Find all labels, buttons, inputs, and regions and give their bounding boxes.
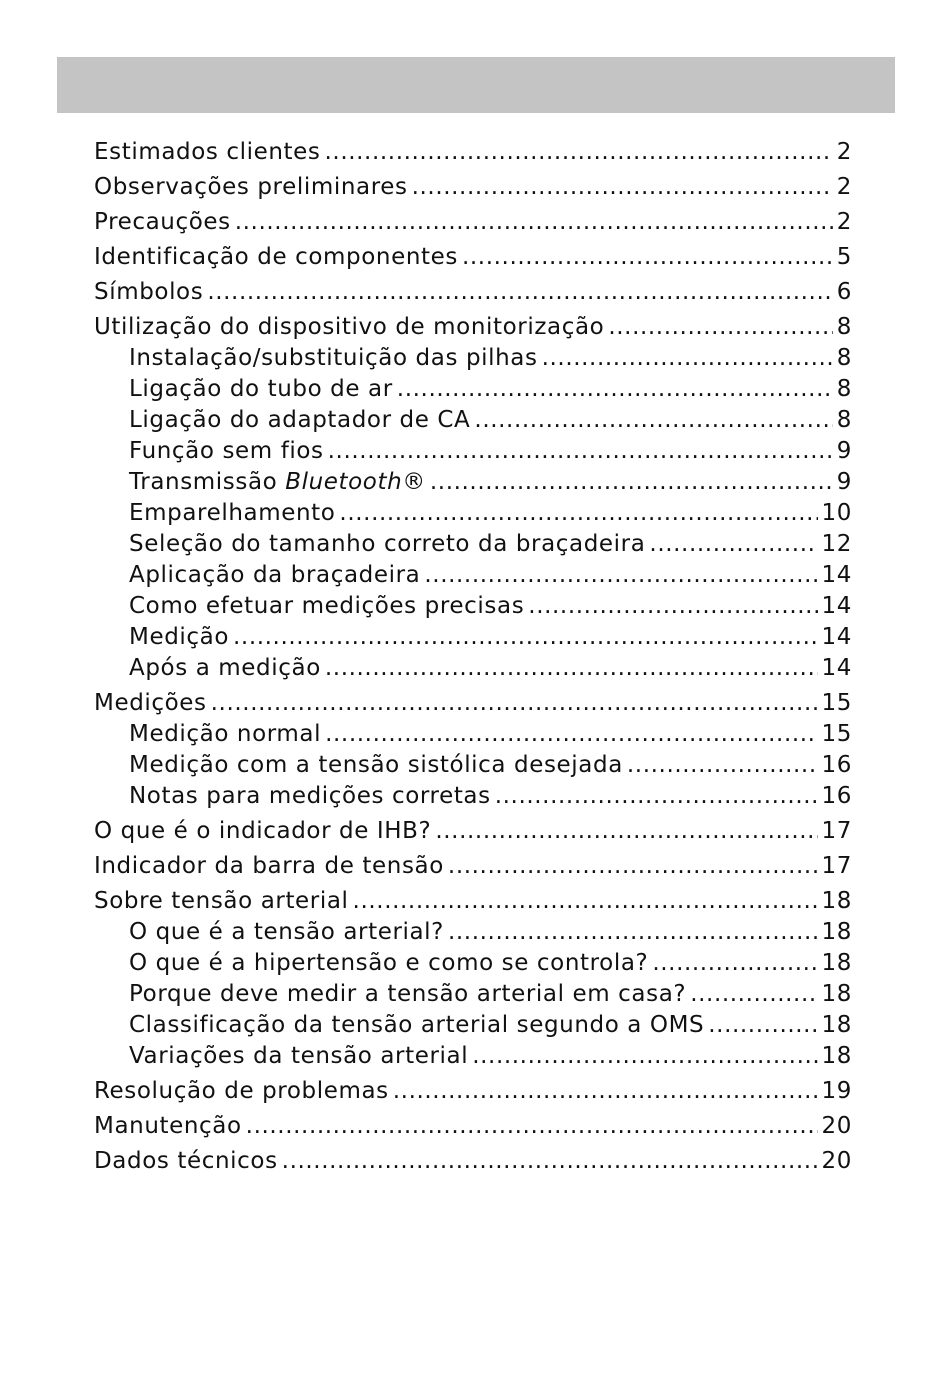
toc-entry-leader — [448, 917, 818, 948]
toc-entry-leader — [649, 529, 817, 560]
toc-entry[interactable] — [94, 343, 852, 374]
toc-entry[interactable] — [94, 242, 852, 273]
toc-entry-leader — [435, 816, 817, 847]
toc-entry-leader — [353, 886, 818, 917]
toc-entry-title — [129, 343, 538, 374]
toc-entry[interactable] — [94, 529, 852, 560]
toc-entry-page: 6 — [836, 279, 852, 305]
toc-entry-page: 8 — [836, 376, 852, 402]
toc-entry-title-text: Aplicação da braçadeira — [129, 562, 421, 588]
toc-entry-title — [94, 312, 604, 343]
toc-entry[interactable] — [94, 917, 852, 948]
toc-entry-page: 20 — [821, 1148, 852, 1174]
toc-entry-title-text: O que é a hipertensão e como se controla? — [129, 950, 649, 976]
toc-entry-title — [129, 750, 623, 781]
toc-entry-title — [129, 917, 444, 948]
toc-entry-title-text: Porque deve medir a tensão arterial em casa? — [129, 981, 687, 1007]
toc-entry-title — [129, 498, 335, 529]
toc-entry-title — [129, 529, 645, 560]
toc-entry-title-text: Função sem fios — [129, 438, 324, 464]
toc-entry[interactable] — [94, 719, 852, 750]
toc-entry-leader — [708, 1010, 817, 1041]
toc-entry[interactable] — [94, 622, 852, 653]
toc-entry-leader — [495, 781, 818, 812]
toc-entry-page: 10 — [821, 500, 852, 526]
toc-entry-title-text: Variações da tensão arterial — [129, 1043, 469, 1069]
toc-entry-title — [129, 1041, 468, 1072]
toc-entry-title — [129, 374, 393, 405]
toc-entry-title-text: Utilização do dispositivo de monitorização — [94, 314, 605, 340]
toc-entry-title — [129, 653, 321, 684]
toc-entry-title — [129, 467, 426, 498]
toc-entry-leader — [652, 948, 817, 979]
toc-entry-page: 2 — [836, 174, 852, 200]
toc-entry-title — [94, 886, 349, 917]
toc-entry-title-text: Ligação do adaptador de CA — [129, 407, 471, 433]
toc-entry-title — [94, 688, 207, 719]
toc-entry-leader — [397, 374, 833, 405]
toc-entry[interactable] — [94, 498, 852, 529]
toc-entry-leader — [282, 1146, 818, 1177]
toc-entry-title-text: Identificação de componentes — [94, 244, 458, 270]
toc-entry-leader — [207, 277, 832, 308]
toc-entry-title — [129, 622, 229, 653]
toc-entry[interactable] — [94, 688, 852, 719]
toc-entry-title — [129, 781, 491, 812]
toc-entry-leader — [412, 172, 833, 203]
toc-entry-title-text: Estimados clientes — [94, 139, 321, 165]
toc-entry-title — [129, 591, 524, 622]
toc-entry-title-text: Manutenção — [94, 1113, 242, 1139]
toc-entry-leader — [246, 1111, 818, 1142]
toc-entry-page: 5 — [836, 244, 852, 270]
toc-entry-leader — [325, 137, 833, 168]
toc-entry-page: 9 — [836, 438, 852, 464]
toc-entry[interactable] — [94, 591, 852, 622]
toc-entry-page: 19 — [821, 1078, 852, 1104]
toc-entry-title — [94, 1076, 389, 1107]
toc-entry-page: 18 — [821, 1043, 852, 1069]
toc-entry-title-text: Instalação/substituição das pilhas — [129, 345, 538, 371]
toc-entry-leader — [608, 312, 832, 343]
toc-entry[interactable] — [94, 137, 852, 168]
toc-entry-title — [129, 979, 686, 1010]
toc-entry-page: 14 — [821, 593, 852, 619]
toc-entry-page: 17 — [821, 818, 852, 844]
toc-entry-leader — [448, 851, 818, 882]
toc-entry-title-text: Medição com a tensão sistólica desejada — [129, 752, 623, 778]
toc-entry-title-text: Seleção do tamanho correto da braçadeira — [129, 531, 646, 557]
toc-entry-leader — [211, 688, 818, 719]
toc-entry-title-text: Notas para medições corretas — [129, 783, 491, 809]
toc-entry-title-text: O que é a tensão arterial? — [129, 919, 444, 945]
toc-entry[interactable] — [94, 1010, 852, 1041]
toc-entry-title — [129, 948, 648, 979]
toc-entry[interactable] — [94, 886, 852, 917]
toc-entry[interactable] — [94, 816, 852, 847]
toc-entry-title-text: Ligação do tubo de ar — [129, 376, 393, 402]
toc-entry[interactable] — [94, 277, 852, 308]
toc-entry-title-text: Emparelhamento — [129, 500, 336, 526]
toc-entry[interactable] — [94, 172, 852, 203]
toc-entry[interactable] — [94, 374, 852, 405]
toc-entry[interactable] — [94, 1146, 852, 1177]
toc-entry-page: 15 — [821, 690, 852, 716]
toc-entry-page: 15 — [821, 721, 852, 747]
toc-entry-page: 18 — [821, 981, 852, 1007]
toc-entry-title-trademark: Bluetooth® — [285, 469, 426, 495]
toc-entry-leader — [528, 591, 817, 622]
toc-entry-leader — [424, 560, 817, 591]
toc-entry-page: 2 — [836, 209, 852, 235]
toc-entry-leader — [542, 343, 833, 374]
toc-entry-leader — [325, 653, 818, 684]
toc-entry-title — [129, 719, 321, 750]
toc-entry[interactable] — [94, 1076, 852, 1107]
toc-entry-leader — [325, 719, 817, 750]
toc-entry-title — [129, 560, 420, 591]
toc-entry-title — [94, 1146, 278, 1177]
toc-entry-title — [94, 1111, 242, 1142]
toc-entry-title-text: Resolução de problemas — [94, 1078, 389, 1104]
toc-entry-title — [94, 851, 444, 882]
toc-entry-title-text: Precauções — [94, 209, 231, 235]
toc-entry-title-text: Sobre tensão arterial — [94, 888, 349, 914]
toc-entry[interactable] — [94, 851, 852, 882]
toc-entry-page: 9 — [836, 469, 852, 495]
toc-entry-title-text: Medição normal — [129, 721, 322, 747]
header-bar — [57, 57, 895, 113]
toc-entry-title — [129, 405, 470, 436]
toc-entry-page: 20 — [821, 1113, 852, 1139]
toc-entry-page: 8 — [836, 345, 852, 371]
toc-entry-title — [94, 277, 203, 308]
toc-entry-title-text: Dados técnicos — [94, 1148, 278, 1174]
toc-entry-title-text: Indicador da barra de tensão — [94, 853, 444, 879]
toc-entry-page: 8 — [836, 407, 852, 433]
toc-entry[interactable] — [94, 653, 852, 684]
toc-entry-leader — [233, 622, 818, 653]
toc-entry-title — [129, 436, 324, 467]
toc-entry-title — [129, 1010, 704, 1041]
toc-entry-page: 16 — [821, 752, 852, 778]
toc-entry-leader — [393, 1076, 818, 1107]
toc-entry-leader — [462, 242, 833, 273]
toc-entry-page: 2 — [836, 139, 852, 165]
toc-entry-title — [94, 242, 458, 273]
toc-entry-leader — [474, 405, 832, 436]
toc-entry-title — [94, 137, 321, 168]
toc-entry-page: 18 — [821, 919, 852, 945]
toc-entry-leader — [328, 436, 833, 467]
toc-entry-title-text: Medição — [129, 624, 229, 650]
toc-entry-title-text: Classificação da tensão arterial segundo a OMS — [129, 1012, 705, 1038]
toc-entry-title-text: Medições — [94, 690, 207, 716]
toc-entry[interactable] — [94, 467, 852, 498]
toc-entry-page: 14 — [821, 655, 852, 681]
table-of-contents — [94, 137, 852, 1177]
toc-entry-page: 12 — [821, 531, 852, 557]
toc-entry-title-text: Transmissão — [129, 469, 286, 495]
toc-entry[interactable] — [94, 750, 852, 781]
toc-entry[interactable] — [94, 560, 852, 591]
toc-entry[interactable] — [94, 979, 852, 1010]
toc-entry-page: 16 — [821, 783, 852, 809]
toc-entry-leader — [690, 979, 817, 1010]
toc-entry-page: 14 — [821, 624, 852, 650]
toc-entry[interactable] — [94, 436, 852, 467]
toc-entry-title-text: O que é o indicador de IHB? — [94, 818, 432, 844]
toc-entry[interactable] — [94, 781, 852, 812]
toc-entry-title-text: Símbolos — [94, 279, 204, 305]
toc-entry-page: 18 — [821, 888, 852, 914]
toc-entry[interactable] — [94, 1041, 852, 1072]
toc-entry-leader — [472, 1041, 817, 1072]
toc-entry-title-text: Observações preliminares — [94, 174, 408, 200]
toc-entry-page: 14 — [821, 562, 852, 588]
toc-entry-leader — [430, 467, 833, 498]
toc-entry[interactable] — [94, 207, 852, 238]
toc-entry-title — [94, 816, 431, 847]
toc-entry-title-text: Como efetuar medições precisas — [129, 593, 525, 619]
toc-entry-title-text: Após a medição — [129, 655, 321, 681]
toc-entry[interactable] — [94, 312, 852, 343]
toc-entry-page: 18 — [821, 1012, 852, 1038]
toc-entry[interactable] — [94, 1111, 852, 1142]
toc-entry-title — [94, 207, 231, 238]
toc-entry-title — [94, 172, 408, 203]
toc-entry-page: 8 — [836, 314, 852, 340]
toc-entry-leader — [235, 207, 833, 238]
toc-entry-page: 18 — [821, 950, 852, 976]
toc-entry-leader — [339, 498, 817, 529]
toc-entry-page: 17 — [821, 853, 852, 879]
toc-entry[interactable] — [94, 405, 852, 436]
toc-entry-leader — [627, 750, 818, 781]
toc-entry[interactable] — [94, 948, 852, 979]
